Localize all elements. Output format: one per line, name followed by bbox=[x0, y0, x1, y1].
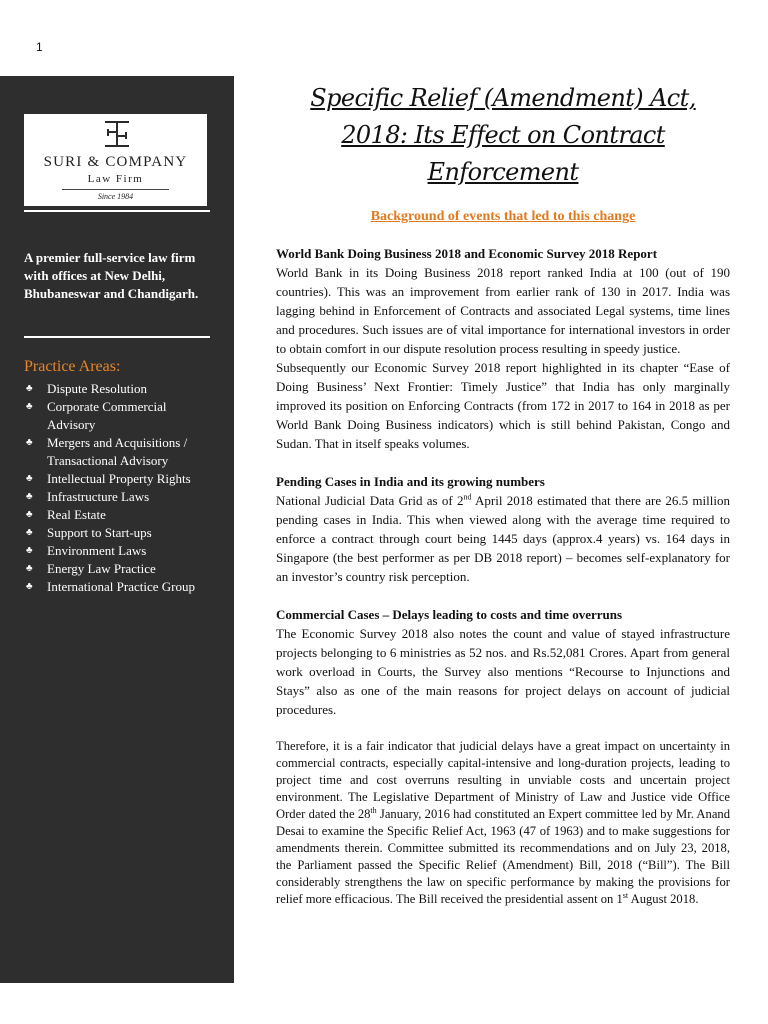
list-item bbox=[24, 434, 214, 470]
club-bullet-icon: ♣ bbox=[26, 401, 33, 412]
club-bullet-icon: ♣ bbox=[26, 383, 33, 394]
club-bullet-icon: ♣ bbox=[26, 527, 33, 538]
section-heading: World Bank Doing Business 2018 and Economic Survey 2018 Report bbox=[276, 246, 658, 261]
club-bullet-icon: ♣ bbox=[26, 563, 33, 574]
practice-area-label: Support to Start-ups bbox=[47, 525, 152, 540]
main-content bbox=[276, 80, 730, 908]
firm-since: Since 1984 bbox=[97, 192, 134, 201]
list-item bbox=[24, 560, 214, 578]
club-bullet-icon: ♣ bbox=[26, 509, 33, 520]
page-title: Specific Relief (Amendment) Act, 2018: Its Effect on Contract Enforcement bbox=[310, 84, 696, 186]
club-bullet-icon: ♣ bbox=[26, 473, 33, 484]
sidebar-divider-bottom bbox=[24, 336, 210, 338]
firm-tagline: A premier full-service law firm with offices at New Delhi, Bhubaneswar and Chandigarh. bbox=[24, 250, 199, 301]
practice-area-label: Infrastructure Laws bbox=[47, 489, 150, 504]
list-item bbox=[24, 524, 214, 542]
body-paragraph: National Judicial Data Grid as of 2nd April 2018 estimated that there are 26.5 million pending cases in India. This when viewed along with the average time required to enforce a contract through court being 1445 days (approx.4 years) vs. 164 days in Singapore (the best performer as per DB 2018 report) – becomes self-explanatory for an investor’s country risk perception. bbox=[276, 492, 730, 584]
firm-name: SURI & COMPANY bbox=[43, 154, 188, 170]
practice-area-label: Energy Law Practice bbox=[47, 561, 156, 576]
body-paragraph: Subsequently our Economic Survey 2018 report highlighted in its chapter “Ease of Doing Business’ Next Frontier: Timely Justice” that India has only marginally improved its position on Enforcing Contracts (from 172 in 2017 to 164 in 2018 as per World Bank Doing Business indicators) which is still behind Pakistan, Congo and Sudan. That in itself speaks volumes. bbox=[276, 360, 730, 451]
practice-area-label: Dispute Resolution bbox=[47, 381, 148, 396]
list-item bbox=[24, 506, 214, 524]
list-item bbox=[24, 398, 214, 434]
club-bullet-icon: ♣ bbox=[26, 437, 33, 448]
list-item bbox=[24, 380, 214, 398]
club-bullet-icon: ♣ bbox=[26, 491, 33, 502]
logo-divider bbox=[62, 189, 169, 190]
practice-area-label: Intellectual Property Rights bbox=[47, 471, 191, 486]
practice-area-label: Environment Laws bbox=[47, 543, 147, 558]
firm-subtitle: Law Firm bbox=[87, 173, 144, 185]
firm-logo bbox=[24, 114, 207, 206]
page-number: 1 bbox=[36, 40, 43, 54]
section-heading: Commercial Cases – Delays leading to costs and time overruns bbox=[276, 607, 623, 622]
practice-areas-list bbox=[24, 380, 214, 596]
practice-areas-title: Practice Areas: bbox=[24, 358, 121, 375]
practice-area-label: Corporate Commercial Advisory bbox=[47, 399, 167, 432]
sidebar bbox=[0, 76, 234, 983]
firm-logo-mark-icon bbox=[103, 119, 131, 149]
practice-area-label: Real Estate bbox=[47, 507, 106, 522]
practice-area-label: International Practice Group bbox=[47, 579, 195, 594]
sidebar-divider-top bbox=[24, 210, 210, 212]
list-item bbox=[24, 488, 214, 506]
list-item bbox=[24, 542, 214, 560]
body-paragraph: The Economic Survey 2018 also notes the count and value of stayed infrastructure projects belonging to 6 ministries as 52 nos. and Rs.52,081 Crores. Apart from general work overload in Courts, the Survey also mentions “Recourse to Injunctions and Stays” also as one of the main reasons for project delays on account of judicial procedures. bbox=[276, 626, 730, 717]
body-paragraph: Therefore, it is a fair indicator that judicial delays have a great impact on uncertainty in commercial contracts, especially capital-intensive and long-duration projects, leading to project time and cost overruns resulting in unviable costs and uncertain project environment. The Legislative Department of Ministry of Law and Justice vide Office Order dated the 28th January, 2016 had constituted an Expert committee led by Mr. Anand Desai to examine the Specific Relief Act, 1963 (47 of 1963) and to make suggestions for amendments therein. Committee submitted its recommendations and on July 23, 2018, the Parliament passed the Specific Relief (Amendment) Bill, 2018 (“Bill”). The Bill considerably strengthens the law on specific performance by making the provisions for relief more efficacious. The Bill received the presidential assent on 1st August 2018. bbox=[276, 739, 730, 906]
club-bullet-icon: ♣ bbox=[26, 545, 33, 556]
section-heading: Pending Cases in India and its growing numbers bbox=[276, 474, 545, 489]
background-heading: Background of events that led to this change bbox=[370, 209, 636, 224]
practice-area-label: Mergers and Acquisitions / Transactional Advisory bbox=[47, 435, 188, 468]
body-paragraph: World Bank in its Doing Business 2018 report ranked India at 100 (out of 190 countries). This was an improvement from earlier rank of 130 in 2017. India was lagging behind in Enforcement of Contracts and associated Legal systems, time lines and procedures. Such issues are of vital importance for international investors in order to obtain comfort in our dispute resolution process resulting in speedy justice. bbox=[276, 265, 730, 356]
club-bullet-icon: ♣ bbox=[26, 581, 33, 592]
list-item bbox=[24, 578, 214, 596]
list-item bbox=[24, 470, 214, 488]
